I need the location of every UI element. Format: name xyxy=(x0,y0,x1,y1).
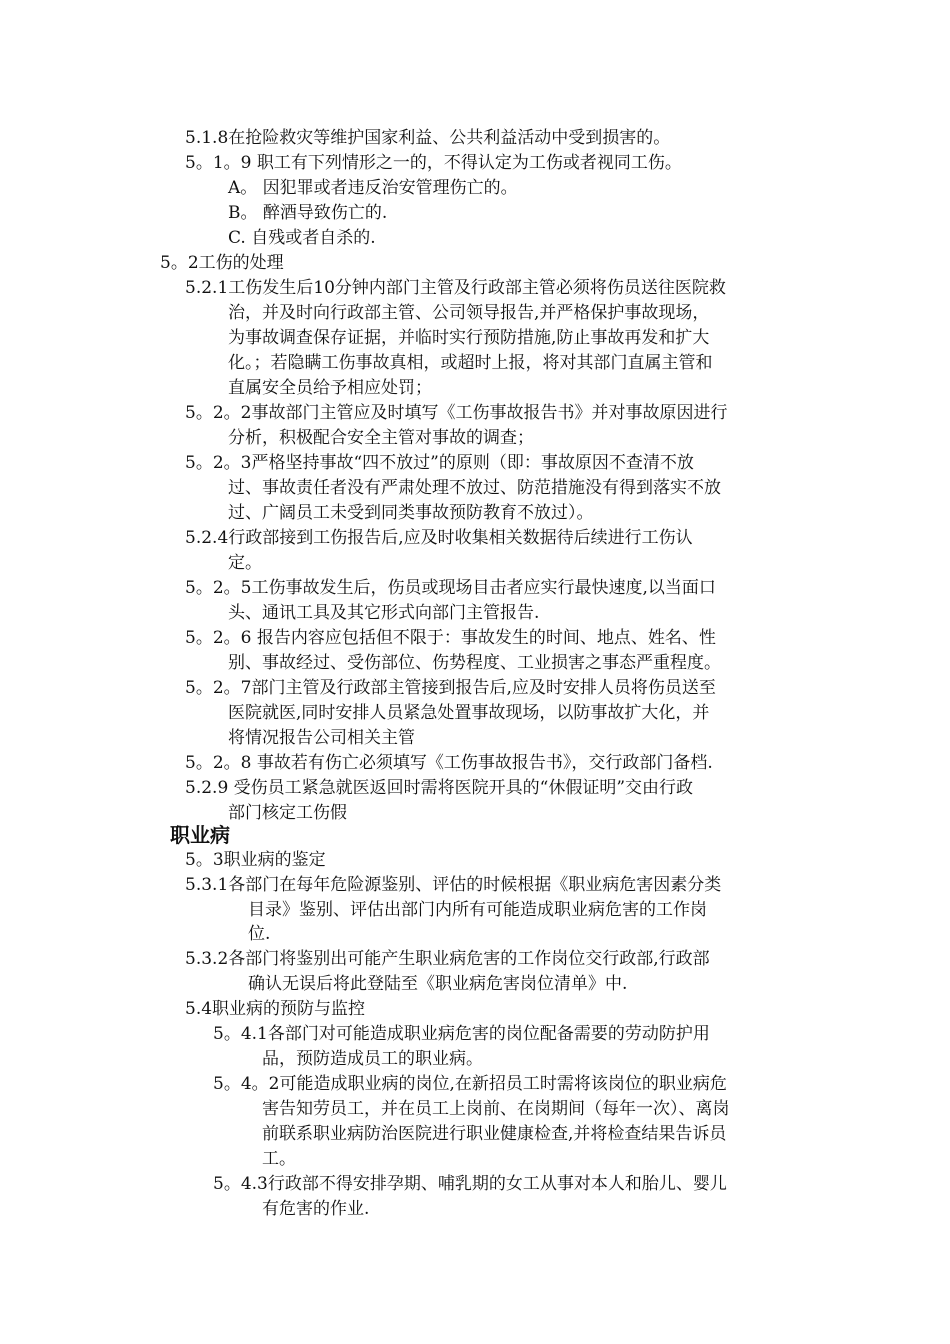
section-heading: 5。2工伤的处理 xyxy=(160,253,284,273)
text-line: 为事故调查保存证据，并临时实行预防措施,防止事故再发和扩大 xyxy=(228,328,710,348)
text-line: C. 自残或者自杀的. xyxy=(228,228,376,248)
text-line: 治，并及时向行政部主管、公司领导报告,并严格保护事故现场， xyxy=(228,303,710,323)
text-line: 过、事故责任者没有严肃处理不放过、防范措施没有得到落实不放 xyxy=(228,478,721,498)
text-line: 5。4.1各部门对可能造成职业病危害的岗位配备需要的劳动防护用 xyxy=(213,1024,710,1044)
text-line: B。 醉酒导致伤亡的. xyxy=(228,203,388,223)
text-line: 5。2。6 报告内容应包括但不限于：事故发生的时间、地点、姓名、性 xyxy=(185,628,716,648)
text-line: A。 因犯罪或者违反治安管理伤亡的。 xyxy=(228,178,518,198)
text-line: 品，预防造成员工的职业病。 xyxy=(262,1049,483,1069)
text-line: 目录》鉴别、评估出部门内所有可能造成职业病危害的工作岗 xyxy=(248,900,707,920)
text-line: 5.2.9 受伤员工紧急就医返回时需将医院开具的“休假证明”交由行政 xyxy=(185,778,694,798)
text-line: 医院就医,同时安排人员紧急处置事故现场，以防事故扩大化，并 xyxy=(228,703,710,723)
section-heading: 5。3职业病的鉴定 xyxy=(185,850,326,870)
text-line: 5.1.8在抢险救灾等维护国家利益、公共利益活动中受到损害的。 xyxy=(185,128,671,148)
text-line: 工。 xyxy=(262,1149,296,1169)
text-line: 位. xyxy=(248,924,271,944)
text-line: 5.3.1各部门在每年危险源鉴别、评估的时候根据《职业病危害因素分类 xyxy=(185,875,722,895)
text-line: 5。2。8 事故若有伤亡必须填写《工伤事故报告书》，交行政部门备档. xyxy=(185,753,713,773)
text-line: 直属安全员给予相应处罚； xyxy=(228,378,432,398)
text-line: 5。4。2可能造成职业病的岗位,在新招员工时需将该岗位的职业病危 xyxy=(213,1074,727,1094)
text-line: 5。2。3严格坚持事故“四不放过”的原则（即：事故原因不查清不放 xyxy=(185,453,694,473)
text-line: 有危害的作业. xyxy=(262,1199,370,1219)
text-line: 5。2。7部门主管及行政部主管接到报告后,应及时安排人员将伤员送至 xyxy=(185,678,716,698)
text-line: 分析，积极配合安全主管对事故的调查； xyxy=(228,428,534,448)
text-line: 前联系职业病防治医院进行职业健康检查,并将检查结果告诉员 xyxy=(262,1124,727,1144)
text-line: 害告知劳员工，并在员工上岗前、在岗期间（每年一次）、离岗 xyxy=(262,1099,730,1119)
text-line: 5。2。2事故部门主管应及时填写《工伤事故报告书》并对事故原因进行 xyxy=(185,403,728,423)
text-line: 化。；若隐瞒工伤事故真相，或超时上报，将对其部门直属主管和 xyxy=(228,353,713,373)
section-heading: 职业病 xyxy=(170,823,230,847)
text-line: 定。 xyxy=(228,553,262,573)
text-line: 过、广阔员工未受到同类事故预防教育不放过）。 xyxy=(228,503,594,523)
text-line: 确认无误后将此登陆至《职业病危害岗位清单》中. xyxy=(248,974,628,994)
section-heading: 5.4职业病的预防与监控 xyxy=(185,999,366,1019)
text-line: 5。2。5工伤事故发生后，伤员或现场目击者应实行最快速度,以当面口 xyxy=(185,578,716,598)
text-line: 5。1。9 职工有下列情形之一的，不得认定为工伤或者视同工伤。 xyxy=(185,153,682,173)
text-line: 将情况报告公司相关主管 xyxy=(228,728,415,748)
text-line: 部门核定工伤假 xyxy=(228,803,347,823)
text-line: 5.3.2各部门将鉴别出可能产生职业病危害的工作岗位交行政部,行政部 xyxy=(185,949,710,969)
text-line: 5.2.4行政部接到工伤报告后,应及时收集相关数据待后续进行工伤认 xyxy=(185,528,693,548)
text-line: 5.2.1工伤发生后10分钟内部门主管及行政部主管必须将伤员送往医院救 xyxy=(185,278,726,298)
text-line: 5。4.3行政部不得安排孕期、哺乳期的女工从事对本人和胎儿、婴儿 xyxy=(213,1174,727,1194)
text-line: 别、事故经过、受伤部位、伤势程度、工业损害之事态严重程度。 xyxy=(228,653,721,673)
text-line: 头、通讯工具及其它形式向部门主管报告. xyxy=(228,603,540,623)
